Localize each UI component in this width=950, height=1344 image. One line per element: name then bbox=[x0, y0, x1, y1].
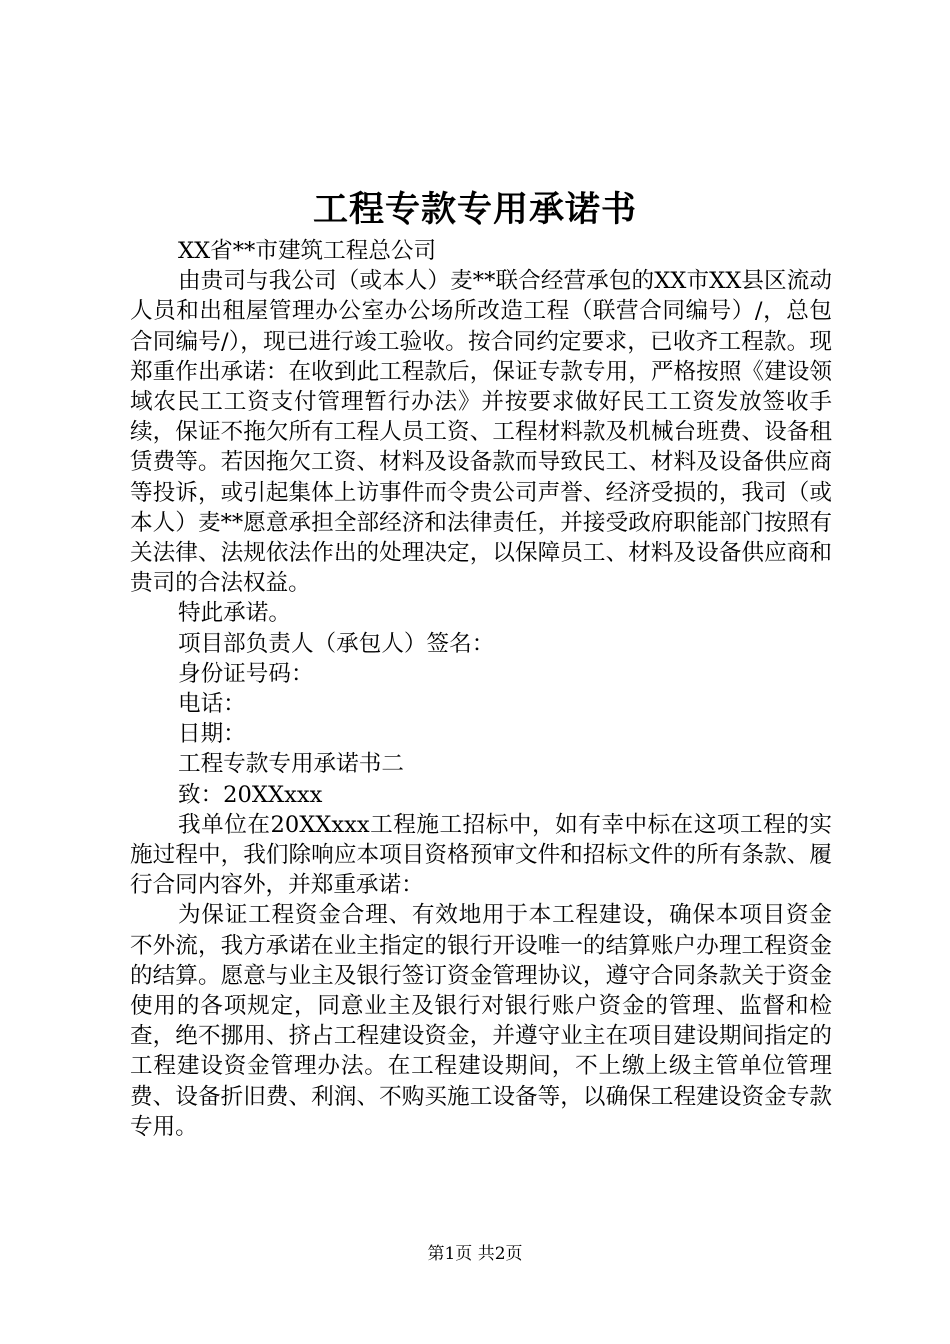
recipient-line: XX省**市建筑工程总公司 bbox=[178, 238, 437, 264]
special-commitment: 特此承诺。 bbox=[178, 600, 291, 627]
second-paragraph-1: 我单位在20XXxxx工程施工招标中，如有幸中标在这项工程的实施过程中，我们除响应本项目资格预审文件和招标文件的所有条款、履行合同内容外，并郑重承诺： bbox=[130, 811, 832, 899]
page-footer: 第1页 共2页 bbox=[427, 1244, 523, 1264]
main-paragraph: 由贵司与我公司（或本人）麦**联合经营承包的XX市XX县区流动人员和出租屋管理办公室办公场所改造工程（联营合同编号）/，总包合同编号/），现已进行竣工验收。按合同约定要求，已收齐工程款。现郑重作出承诺：在收到此工程款后，保证专款专用，严格按照《建设领域农民工工资支付管理暂行办法》并按要求做好民工工资发放签收手续，保证不拖欠所有工程人员工资、工程材料款及机械台班费、设备租赁费等。若因拖欠工资、材料及设备款而导致民工、材料及设备供应商等投诉，或引起集体上访事件而令贵公司声誉、经济受损的，我司（或本人）麦**愿意承担全部经济和法律责任，并接受政府职能部门按照有关法律、法规依法作出的处理决定，以保障员工、材料及设备供应商和贵司的合法权益。 bbox=[130, 268, 832, 597]
phone-label: 电话： bbox=[178, 691, 246, 718]
signature-label: 项目部负责人（承包人）签名： bbox=[178, 630, 495, 657]
document-body bbox=[130, 236, 832, 1142]
second-recipient: 致：20XXxxx bbox=[178, 781, 323, 808]
second-title: 工程专款专用承诺书二 bbox=[178, 751, 404, 778]
id-number-label: 身份证号码： bbox=[178, 660, 314, 687]
second-paragraph-2: 为保证工程资金合理、有效地用于本工程建设，确保本项目资金不外流，我方承诺在业主指定的银行开设唯一的结算账户办理工程资金的结算。愿意与业主及银行签订资金管理协议，遵守合同条款关于资金使用的各项规定，同意业主及银行对银行账户资金的管理、监督和检查，绝不挪用、挤占工程建设资金，并遵守业主在项目建设期间指定的工程建设资金管理办法。在工程建设期间，不上缴上级主管单位管理费、设备折旧费、利润、不购买施工设备等，以确保工程建设资金专款专用。 bbox=[130, 902, 832, 1140]
document-title: 工程专款专用承诺书 bbox=[312, 189, 637, 230]
date-label: 日期： bbox=[178, 721, 246, 748]
